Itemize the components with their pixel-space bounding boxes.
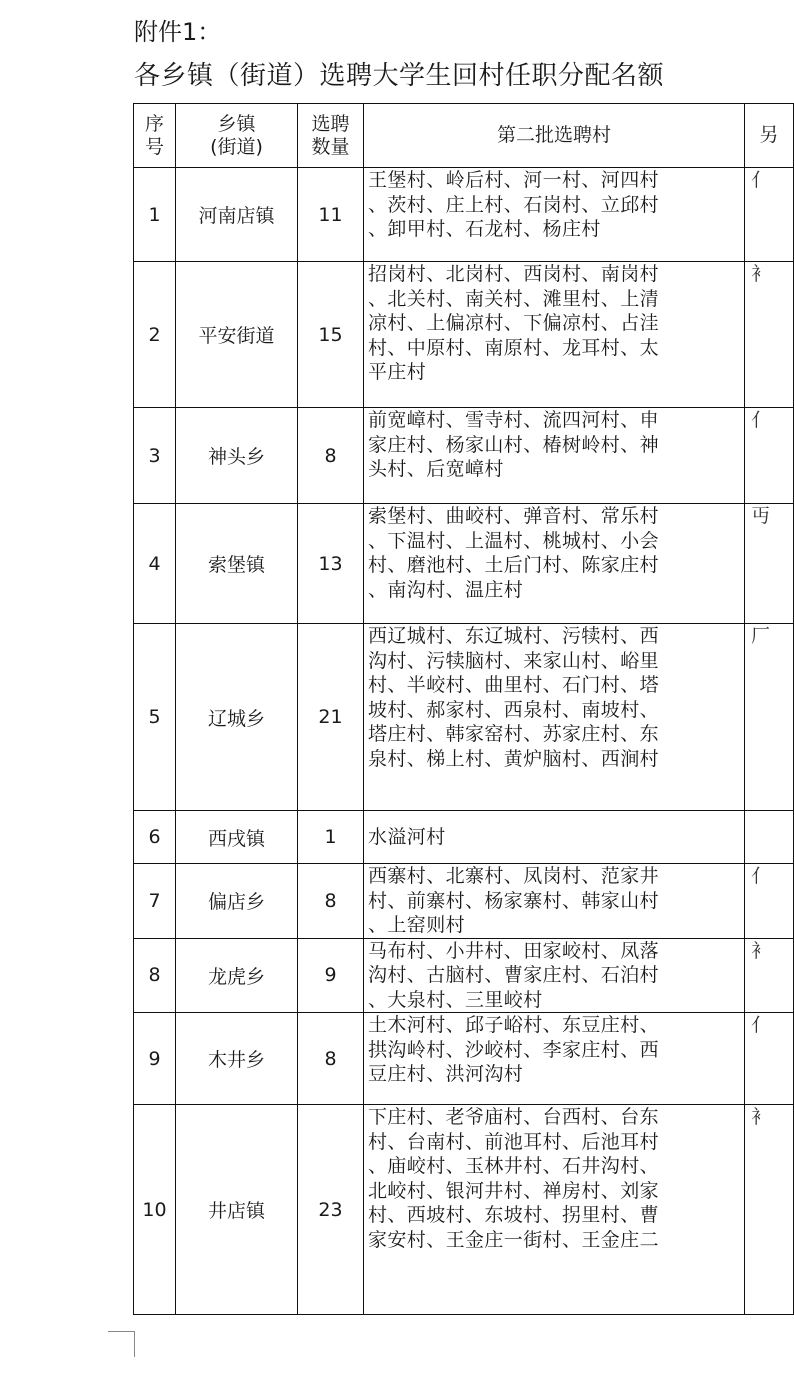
header-index-line: 序 — [144, 112, 164, 135]
village-line: 前宽嶂村、雪寺村、流四河村、申 — [368, 409, 660, 431]
allocation-table — [133, 103, 794, 1315]
village-line: 豆庄村、洪河沟村 — [368, 1063, 524, 1085]
document-title: 各乡镇（街道）选聘大学生回村任职分配名额 — [134, 61, 665, 91]
village-line: 西寨村、北寨村、凤岗村、范家井 — [368, 865, 660, 887]
village-line: 村、西坡村、东坡村、拐里村、曹 — [368, 1204, 660, 1226]
village-line: 泉村、梯上村、黄炉脑村、西涧村 — [368, 747, 660, 770]
village-line: 村、台南村、前池耳村、后池耳村 — [368, 1130, 660, 1153]
row-town: 神头乡 — [176, 408, 298, 504]
row-extra — [745, 811, 794, 864]
row-town: 河南店镇 — [176, 168, 298, 262]
village-line: 村、半峧村、曲里村、石门村、塔 — [368, 674, 660, 696]
row-extra: 亻 — [745, 168, 794, 262]
village-line: 村、前寨村、杨家寨村、韩家山村 — [368, 889, 660, 912]
row-villages — [364, 1105, 745, 1315]
village-line: 水溢河村 — [368, 825, 446, 848]
row-count: 13 — [298, 504, 364, 624]
village-line: 北峧村、银河井村、禅房村、刘家 — [368, 1179, 660, 1202]
row-extra: 亻 — [745, 408, 794, 504]
row-index: 9 — [134, 1013, 176, 1105]
village-line: 村、中原村、南原村、龙耳村、太 — [368, 336, 660, 359]
row-villages — [364, 1013, 745, 1105]
row-extra: 衤 — [745, 262, 794, 408]
row-villages — [364, 864, 745, 939]
row-town: 辽城乡 — [176, 624, 298, 811]
table-row — [134, 811, 794, 864]
village-line: 王堡村、岭后村、河一村、河四村 — [368, 169, 660, 191]
row-town: 木井乡 — [176, 1013, 298, 1105]
row-extra: 厂 — [745, 624, 794, 811]
row-villages — [364, 811, 745, 864]
row-index: 6 — [134, 811, 176, 864]
header-town — [176, 104, 298, 168]
village-line: 、大泉村、三里峧村 — [368, 988, 543, 1011]
row-index: 7 — [134, 864, 176, 939]
table-row — [134, 408, 794, 504]
row-villages — [364, 262, 745, 408]
table-row — [134, 262, 794, 408]
village-line: 拱沟岭村、沙峧村、李家庄村、西 — [368, 1038, 660, 1061]
page-corner-mark — [134, 1331, 135, 1357]
village-line: 沟村、污犊脑村、来家山村、峪里 — [368, 649, 660, 672]
village-line: 马布村、小井村、田家峧村、凤落 — [368, 939, 660, 962]
header-villages: 第二批选聘村 — [364, 104, 745, 168]
row-index: 10 — [134, 1105, 176, 1315]
village-line: 招岗村、北岗村、西岗村、南岗村 — [368, 263, 660, 285]
table-row — [134, 938, 794, 1013]
row-count: 23 — [298, 1105, 364, 1315]
table-body — [134, 168, 794, 1315]
table-row — [134, 624, 794, 811]
attachment-label: 附件1： — [134, 18, 222, 46]
table-row — [134, 168, 794, 262]
header-index-line: 号 — [144, 135, 164, 158]
row-index: 4 — [134, 504, 176, 624]
row-count: 1 — [298, 811, 364, 864]
village-line: 下庄村、老爷庙村、台西村、台东 — [368, 1106, 660, 1128]
row-extra: 亻 — [745, 864, 794, 939]
row-index: 2 — [134, 262, 176, 408]
village-line: 头村、后宽嶂村 — [368, 458, 504, 480]
row-extra: 丏 — [745, 504, 794, 624]
row-town: 偏店乡 — [176, 864, 298, 939]
village-line: 土木河村、邱子峪村、东豆庄村、 — [368, 1014, 660, 1036]
row-town: 井店镇 — [176, 1105, 298, 1315]
header-count-line: 数量 — [311, 135, 350, 158]
table-row — [134, 1013, 794, 1105]
village-line: 索堡村、曲峧村、弹音村、常乐村 — [368, 505, 660, 527]
row-villages — [364, 408, 745, 504]
header-count-line: 选聘 — [311, 112, 350, 135]
header-count — [298, 104, 364, 168]
village-line: 、庙峧村、玉林井村、石井沟村、 — [368, 1155, 660, 1177]
row-extra: 亻 — [745, 1013, 794, 1105]
header-index — [134, 104, 176, 168]
row-count: 15 — [298, 262, 364, 408]
village-line: 凉村、上偏凉村、下偏凉村、占洼 — [368, 312, 660, 334]
village-line: 、上窑则村 — [368, 914, 466, 936]
village-line: 沟村、古脑村、曹家庄村、石泊村 — [368, 964, 660, 986]
village-line: 家安村、王金庄一街村、王金庄二 — [368, 1228, 660, 1251]
row-index: 8 — [134, 938, 176, 1013]
row-count: 11 — [298, 168, 364, 262]
row-count: 9 — [298, 938, 364, 1013]
row-town: 西戌镇 — [176, 811, 298, 864]
row-count: 8 — [298, 1013, 364, 1105]
header-extra: 另 — [745, 104, 794, 168]
village-line: 家庄村、杨家山村、椿树岭村、神 — [368, 433, 660, 456]
page-corner-mark — [108, 1331, 134, 1332]
village-line: 坡村、郝家村、西泉村、南坡村、 — [368, 698, 660, 721]
village-line: 、卸甲村、石龙村、杨庄村 — [368, 218, 601, 240]
row-extra: 衤 — [745, 1105, 794, 1315]
row-extra: 衤 — [745, 938, 794, 1013]
row-index: 1 — [134, 168, 176, 262]
header-town-line: (街道) — [210, 135, 263, 158]
row-count: 21 — [298, 624, 364, 811]
row-town: 龙虎乡 — [176, 938, 298, 1013]
header-town-line: 乡镇 — [217, 112, 256, 135]
table-row — [134, 1105, 794, 1315]
row-count: 8 — [298, 864, 364, 939]
village-line: 平庄村 — [368, 361, 427, 383]
row-index: 5 — [134, 624, 176, 811]
village-line: 塔庄村、韩家窑村、苏家庄村、东 — [368, 723, 660, 745]
village-line: 村、磨池村、土后门村、陈家庄村 — [368, 554, 660, 576]
village-line: 、北关村、南关村、滩里村、上清 — [368, 287, 660, 310]
table-row — [134, 504, 794, 624]
header-row — [134, 104, 794, 168]
row-count: 8 — [298, 408, 364, 504]
row-index: 3 — [134, 408, 176, 504]
row-villages — [364, 938, 745, 1013]
row-villages — [364, 168, 745, 262]
row-villages — [364, 504, 745, 624]
table-row — [134, 864, 794, 939]
village-line: 西辽城村、东辽城村、污犊村、西 — [368, 625, 660, 647]
row-villages — [364, 624, 745, 811]
village-line: 、茨村、庄上村、石岗村、立邱村 — [368, 193, 660, 216]
village-line: 、下温村、上温村、桃城村、小会 — [368, 529, 660, 552]
village-line: 、南沟村、温庄村 — [368, 578, 524, 601]
row-town: 索堡镇 — [176, 504, 298, 624]
row-town: 平安街道 — [176, 262, 298, 408]
